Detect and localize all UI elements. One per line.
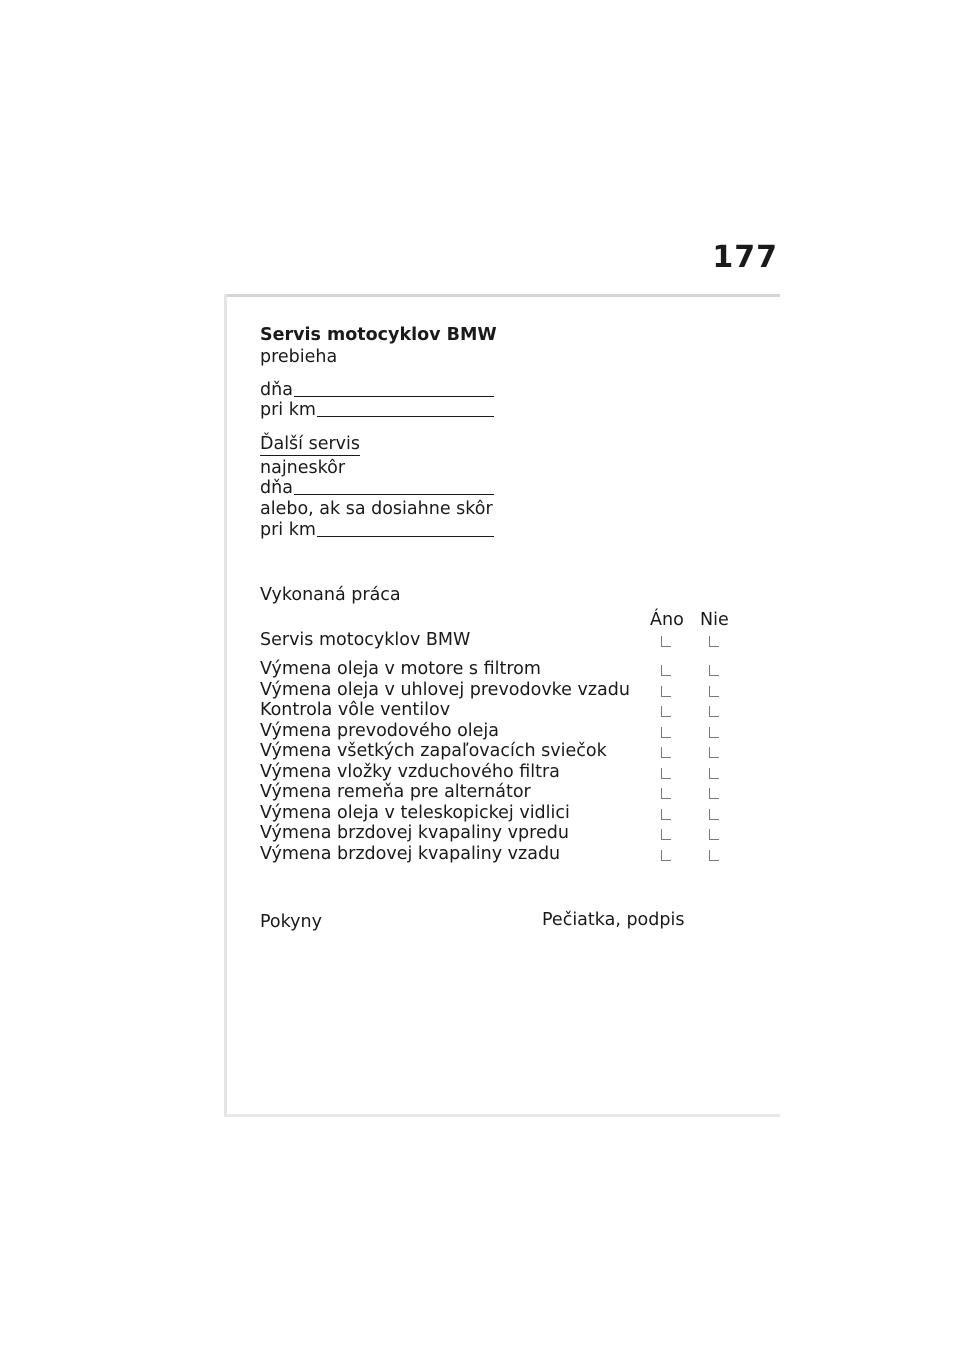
- service-km-line[interactable]: [317, 416, 494, 417]
- checkbox-yes[interactable]: [661, 809, 671, 820]
- work-item: Výmena brzdovej kvapaliny vpredu: [260, 823, 569, 843]
- notes-label: Pokyny: [260, 912, 322, 932]
- checkbox-yes[interactable]: [661, 829, 671, 840]
- work-item: Kontrola vôle ventilov: [260, 700, 451, 720]
- work-item: Výmena prevodového oleja: [260, 721, 500, 741]
- column-no: Nie: [700, 610, 729, 630]
- checkbox-no[interactable]: [709, 636, 719, 647]
- service-title: Servis motocyklov BMW: [260, 325, 497, 345]
- service-km-field[interactable]: [260, 400, 494, 420]
- next-service-latest: najneskôr: [260, 458, 346, 478]
- next-service-date-label: dňa: [260, 478, 293, 498]
- work-item: Výmena všetkých zapaľovacích sviečok: [260, 741, 607, 761]
- checkbox-no[interactable]: [709, 768, 719, 779]
- service-status: prebieha: [260, 347, 338, 367]
- checkbox-yes[interactable]: [661, 788, 671, 799]
- checkbox-no[interactable]: [709, 850, 719, 861]
- checkbox-yes[interactable]: [661, 706, 671, 717]
- checkbox-no[interactable]: [709, 686, 719, 697]
- checkbox-yes[interactable]: [661, 747, 671, 758]
- work-item: Výmena oleja v motore s filtrom: [260, 659, 541, 679]
- checkbox-no[interactable]: [709, 665, 719, 676]
- checkbox-no[interactable]: [709, 788, 719, 799]
- work-item: Servis motocyklov BMW: [260, 630, 471, 650]
- work-heading: Vykonaná práca: [260, 585, 401, 605]
- checkbox-no[interactable]: [709, 829, 719, 840]
- checkbox-no[interactable]: [709, 706, 719, 717]
- work-item: Výmena vložky vzduchového filtra: [260, 762, 560, 782]
- checkbox-yes[interactable]: [661, 636, 671, 647]
- next-service-date-line[interactable]: [294, 494, 494, 495]
- service-date-line[interactable]: [294, 396, 494, 397]
- stamp-signature-label: Pečiatka, podpis: [542, 910, 685, 930]
- frame-top-rule: [224, 294, 780, 297]
- column-yes: Áno: [650, 610, 684, 630]
- next-service-km-label: pri km: [260, 520, 316, 540]
- checkbox-yes[interactable]: [661, 665, 671, 676]
- service-km-label: pri km: [260, 400, 316, 420]
- checkbox-no[interactable]: [709, 809, 719, 820]
- next-service-date-field[interactable]: [260, 478, 494, 498]
- next-service-km-line[interactable]: [317, 536, 494, 537]
- service-date-label: dňa: [260, 380, 293, 400]
- frame-left-rule: [224, 294, 227, 1116]
- checkbox-no[interactable]: [709, 727, 719, 738]
- next-service-or-earlier: alebo, ak sa dosiahne skôr: [260, 499, 493, 519]
- page-number: 177: [712, 240, 778, 275]
- next-service-title: Ďalší servis: [260, 434, 361, 454]
- service-date-field[interactable]: [260, 380, 494, 400]
- work-item: Výmena oleja v uhlovej prevodovke vzadu: [260, 680, 630, 700]
- work-item: Výmena oleja v teleskopickej vidlici: [260, 803, 570, 823]
- checkbox-yes[interactable]: [661, 768, 671, 779]
- checkbox-yes[interactable]: [661, 850, 671, 861]
- work-item: Výmena brzdovej kvapaliny vzadu: [260, 844, 561, 864]
- next-service-km-field[interactable]: [260, 520, 494, 540]
- checkbox-no[interactable]: [709, 747, 719, 758]
- work-item: Výmena remeňa pre alternátor: [260, 782, 531, 802]
- frame-bottom-rule: [224, 1114, 780, 1117]
- checkbox-yes[interactable]: [661, 727, 671, 738]
- checkbox-yes[interactable]: [661, 686, 671, 697]
